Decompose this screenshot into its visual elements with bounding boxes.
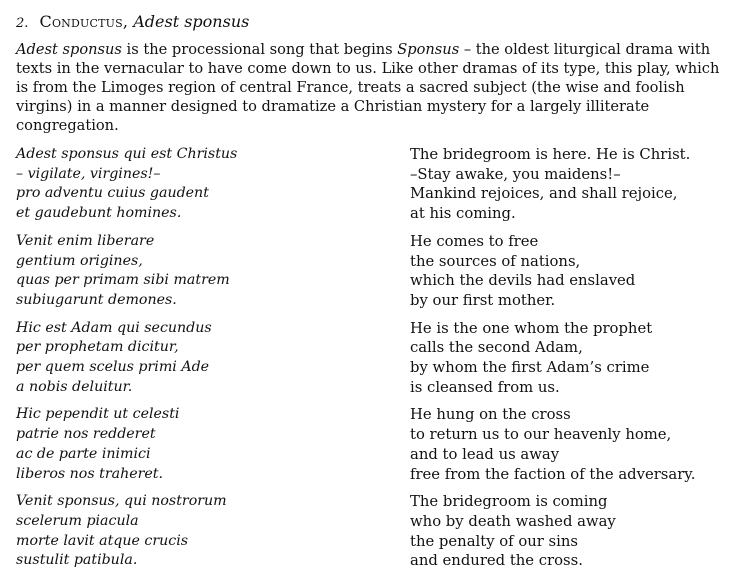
stanza bbox=[16, 232, 722, 311]
latin-line: gentium origines, bbox=[16, 252, 143, 269]
english-line: to return us to our heavenly home, bbox=[410, 426, 672, 444]
section-title: Adest sponsus bbox=[133, 12, 250, 31]
latin-line: patrie nos redderet bbox=[16, 426, 156, 443]
latin-line: sustulit patibula. bbox=[16, 552, 138, 569]
intro-paragraph bbox=[16, 40, 722, 135]
english-line: He comes to free bbox=[410, 232, 539, 250]
document-page bbox=[16, 12, 722, 579]
latin-line: a nobis deluitur. bbox=[16, 378, 133, 395]
section-label: Conductus, bbox=[39, 12, 129, 31]
english-column bbox=[410, 319, 722, 398]
english-line: which the devils had enslaved bbox=[410, 272, 636, 290]
english-column bbox=[410, 145, 722, 224]
english-line: free from the faction of the adversary. bbox=[410, 465, 696, 483]
english-line: the sources of nations, bbox=[410, 252, 581, 270]
english-line: The bridegroom is here. He is Christ. bbox=[410, 146, 691, 163]
latin-column bbox=[16, 232, 410, 311]
section-heading bbox=[16, 12, 722, 34]
stanza bbox=[16, 405, 722, 484]
english-line: by whom the first Adam’s crime bbox=[410, 359, 650, 377]
english-line: and endured the cross. bbox=[410, 552, 583, 570]
intro-sponsus-title: Sponsus bbox=[397, 41, 460, 58]
stanza-list bbox=[16, 145, 722, 571]
latin-line: quas per primam sibi matrem bbox=[16, 272, 230, 289]
latin-line: scelerum piacula bbox=[16, 512, 139, 529]
latin-column bbox=[16, 405, 410, 484]
stanza bbox=[16, 145, 722, 224]
english-line: He is the one whom the prophet bbox=[410, 319, 653, 337]
english-line: the penalty of our sins bbox=[410, 532, 579, 550]
english-column bbox=[410, 492, 722, 571]
english-line: at his coming. bbox=[410, 205, 516, 223]
latin-line: subiugarunt demones. bbox=[16, 291, 177, 308]
english-line: by our first mother. bbox=[410, 291, 556, 309]
latin-column bbox=[16, 492, 410, 571]
english-column bbox=[410, 232, 722, 311]
english-line: is cleansed from us. bbox=[410, 378, 560, 396]
latin-line: Hic pependit ut celesti bbox=[16, 406, 180, 423]
stanza bbox=[16, 492, 722, 571]
intro-lead-title: Adest sponsus bbox=[16, 41, 122, 58]
latin-line: morte lavit atque crucis bbox=[16, 532, 189, 549]
english-line: and to lead us away bbox=[410, 445, 560, 463]
english-line: The bridegroom is coming bbox=[410, 493, 608, 511]
latin-line: ac de parte inimici bbox=[16, 445, 151, 462]
latin-line: per prophetam dicitur, bbox=[16, 339, 179, 356]
latin-line: Venit enim liberare bbox=[16, 232, 155, 249]
english-line: Mankind rejoices, and shall rejoice, bbox=[410, 185, 678, 203]
latin-line: pro adventu cuius gaudent bbox=[16, 185, 209, 202]
english-line: who by death washed away bbox=[410, 512, 616, 530]
latin-line: – vigilate, virgines!– bbox=[16, 165, 161, 182]
intro-text-part1: is the processional song that begins bbox=[121, 41, 398, 58]
latin-line: et gaudebunt homines. bbox=[16, 205, 182, 222]
latin-line: liberos nos traheret. bbox=[16, 465, 164, 482]
latin-column bbox=[16, 319, 410, 398]
latin-line: Hic est Adam qui secundus bbox=[16, 319, 212, 336]
intro-text-part2: – the oldest liturgical drama with texts in the vernacular to have come down to us. Like other dramas of its type, this play, which is from the Limoges region of central France, treats a sacred subject (the wise and foolish virgins) in a manner designed to dramatize a Christian mystery for a largely illiterate congregation. bbox=[16, 41, 720, 134]
latin-line: Adest sponsus qui est Christus bbox=[16, 146, 238, 162]
english-line: calls the second Adam, bbox=[410, 339, 583, 357]
section-number: 2. bbox=[16, 16, 29, 31]
latin-column bbox=[16, 145, 410, 224]
stanza bbox=[16, 319, 722, 398]
latin-line: Venit sponsus, qui nostrorum bbox=[16, 493, 227, 510]
english-line: He hung on the cross bbox=[410, 406, 571, 424]
latin-line: per quem scelus primi Ade bbox=[16, 359, 210, 376]
english-column bbox=[410, 405, 722, 484]
english-line: –Stay awake, you maidens!– bbox=[410, 165, 621, 183]
